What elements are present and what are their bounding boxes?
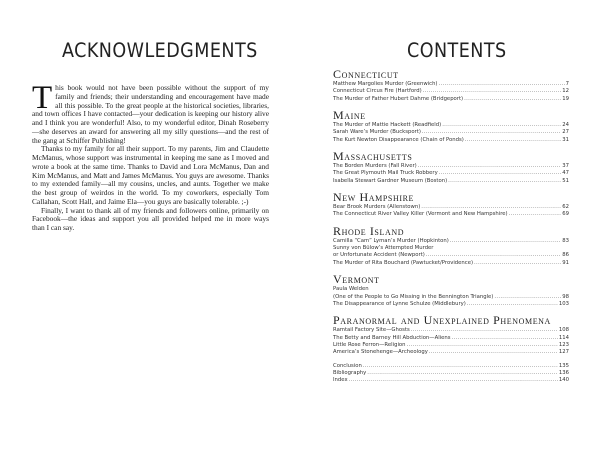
toc-entry[interactable] [333, 129, 569, 136]
dot-leader [411, 327, 558, 334]
ack-paragraph-text: his book would not have been possible without the support of my family and friends; their understanding and encouragement have made all this possible. To the great people at the historical societies, libraries, and town offices I have contacted—your dedication is keeping our history alive and I think you are wonderful! Also, to my wonderful editor, Dinah Roseberry—she deserves an award for answering all my silly questions—and the rest of the gang at Schiffer Publishing! [32, 83, 269, 145]
toc-entry-title: Index [333, 377, 348, 384]
toc-section [333, 68, 569, 103]
toc-entry-title: Conclusion [333, 362, 362, 369]
dot-leader [407, 342, 558, 349]
toc-entry[interactable] [333, 122, 569, 129]
toc-entry-page: 31 [562, 136, 569, 143]
toc-entry-page: 135 [558, 362, 569, 369]
toc-entry-page: 140 [558, 377, 569, 384]
toc-entry[interactable] [333, 370, 569, 377]
dot-leader [439, 81, 565, 88]
toc-section-heading: Rhode Island [333, 223, 405, 238]
toc-entry[interactable] [333, 342, 569, 349]
drop-cap: T [32, 80, 53, 116]
toc-entry-title: Camilla “Cam” Lyman’s Murder (Hopkinton) [333, 237, 449, 244]
dot-leader [442, 122, 561, 129]
toc-section-heading: Connecticut [333, 67, 399, 81]
toc-entry[interactable] [333, 377, 569, 384]
toc-entry[interactable] [333, 294, 569, 301]
dot-leader [422, 129, 561, 136]
toc-entry-title: The Kurt Newton Disappearance (Chain of Ponds) [333, 136, 464, 143]
toc-entry[interactable] [333, 81, 569, 88]
toc-entry[interactable] [333, 137, 569, 144]
toc-entry-page: 103 [558, 300, 569, 307]
dot-leader [452, 335, 558, 342]
toc-entry-page: 127 [558, 349, 569, 356]
dot-leader [421, 204, 561, 211]
toc-section [333, 150, 569, 185]
toc-entry[interactable] [333, 252, 569, 259]
toc-entry-page: 108 [558, 327, 569, 334]
toc-entry-page: 62 [562, 204, 569, 211]
toc-entry-title: The Great Plymouth Mail Truck Robbery [333, 170, 438, 177]
toc-entry-title: Sarah Ware’s Murder (Bucksport) [333, 129, 421, 136]
dot-leader [450, 238, 561, 245]
dot-leader [465, 137, 561, 144]
toc-entry-title: Connecticut Circus Fire (Hartford) [333, 88, 422, 95]
toc-entry-title: The Connecticut River Valley Killer (Vermont and New Hampshire) [333, 211, 508, 218]
toc-entry-title: Ramtail Factory Site—Ghosts [333, 327, 410, 334]
toc-entry[interactable] [333, 170, 569, 177]
dot-leader [363, 363, 558, 370]
dot-leader [349, 377, 558, 384]
toc-section [333, 314, 569, 356]
toc-section [333, 273, 569, 308]
ack-paragraph: Finally, I want to thank all of my friends and followers online, primarily on Facebook—the ideas and support you all provided helped me in more ways than I can say. [32, 205, 269, 232]
toc-entry-page: 19 [562, 95, 569, 102]
contents-title: CONTENTS [407, 39, 507, 62]
toc-section-heading: New Hampshire [333, 190, 415, 205]
dot-leader [509, 211, 562, 218]
toc-entry[interactable] [333, 349, 569, 356]
toc-section [333, 225, 569, 267]
toc-entry[interactable] [333, 363, 569, 370]
ack-paragraph [32, 80, 269, 145]
toc-section [333, 109, 569, 144]
toc-entry-page: 98 [562, 293, 569, 300]
toc-entry-page: 69 [562, 211, 569, 218]
toc-entry[interactable] [333, 238, 569, 245]
toc-entry-page: 83 [562, 237, 569, 244]
toc-entry-title: Little Rose Ferron—Religion [333, 341, 406, 348]
toc-entry[interactable] [333, 96, 569, 103]
toc-entry-page: 136 [558, 369, 569, 376]
dot-leader [494, 294, 561, 301]
acknowledgments-body [32, 80, 269, 233]
toc-section [333, 191, 569, 219]
toc-entry[interactable] [333, 327, 569, 334]
toc-entry-title: The Borden Murders (Fall River) [333, 163, 417, 170]
toc-entry-title: or Unfortunate Accident (Newport) [333, 252, 425, 259]
ack-paragraph: Thanks to my family for all their support. To my parents, Jim and Claudette McManus, whose support was instrumental in keeping me sane as I moved and wrote a book at the same time. Thanks to David and Lora McManus, Dan and Kim McManus, and Matt and James McManus. You guys are awesome. Thanks to my extended family—all my cousins, uncles, and aunts. Together we make the best group of weirdos in the world. To my coworkers, especially Tom Callahan, Scott Hall, and Jaime Ela—you guys are basically tolerable. ;-) [32, 144, 269, 206]
toc-entry-title: The Betty and Barney Hill Abduction—Aliens [333, 334, 451, 341]
toc-entry-title: The Disappearance of Lynne Schulze (Middlebury) [333, 300, 466, 307]
toc-section [333, 363, 569, 385]
toc-entry-page: 51 [562, 177, 569, 184]
toc-entry-title: The Murder of Rita Bouchard (Pawtucket/Providence) [333, 259, 474, 266]
table-of-contents [333, 68, 569, 391]
toc-entry[interactable] [333, 260, 569, 267]
dot-leader [474, 260, 561, 267]
dot-leader [439, 170, 562, 177]
dot-leader [448, 178, 561, 185]
toc-entry-page: 47 [562, 170, 569, 177]
dot-leader [429, 349, 558, 356]
toc-entry-title: The Murder of Father Hubert Dahme (Bridgeport) [333, 95, 464, 102]
toc-entry-title-line: Paula Welden [333, 286, 369, 293]
toc-section-heading: Vermont [333, 272, 380, 287]
toc-entry-title: Bibliography [333, 369, 367, 376]
toc-entry-page: 37 [562, 163, 569, 170]
toc-entry-title: Matthew Margolies Murder (Greenwich) [333, 81, 438, 87]
toc-entry[interactable] [333, 178, 569, 185]
toc-entry[interactable] [333, 211, 569, 218]
toc-entry-title: Isabella Stewart Gardner Museum (Boston) [333, 177, 448, 184]
toc-entry-page: 12 [562, 88, 569, 95]
dot-leader [418, 163, 562, 170]
toc-entry-page: 86 [562, 252, 569, 259]
toc-section-heading: Massachusetts [333, 149, 413, 164]
toc-entry-title-line: Sunny von Bülow’s Attempted Murder [333, 245, 434, 252]
toc-entry-title: (One of the People to Go Missing in the Bennington Triangle) [333, 293, 494, 300]
toc-entry[interactable] [333, 204, 569, 211]
dot-leader [367, 370, 558, 377]
toc-section-heading: Maine [333, 108, 366, 123]
toc-entry-title: America’s Stonehenge—Archeology [333, 349, 428, 356]
toc-entry-page: 123 [558, 341, 569, 348]
dot-leader [467, 301, 558, 308]
toc-entry-page: 7 [565, 81, 569, 87]
dot-leader [464, 96, 561, 103]
dot-leader [426, 252, 561, 259]
toc-entry[interactable] [333, 163, 569, 170]
toc-entry-title: The Murder of Mattie Hackett (Readfield) [333, 122, 442, 129]
acknowledgments-title: ACKNOWLEDGMENTS [62, 39, 258, 62]
dot-leader [423, 88, 562, 95]
toc-entry-page: 114 [558, 334, 569, 341]
toc-entry-page: 27 [562, 129, 569, 136]
toc-entry-page: 91 [562, 259, 569, 266]
toc-entry-title: Bear Brook Murders (Allenstown) [333, 204, 421, 211]
toc-entry[interactable] [333, 301, 569, 308]
toc-section-heading: Paranormal and Unexplained Phenomena [333, 313, 551, 328]
toc-entry[interactable] [333, 335, 569, 342]
toc-entry-page: 24 [562, 122, 569, 129]
contents-page [300, 0, 600, 450]
toc-entry[interactable] [333, 88, 569, 95]
